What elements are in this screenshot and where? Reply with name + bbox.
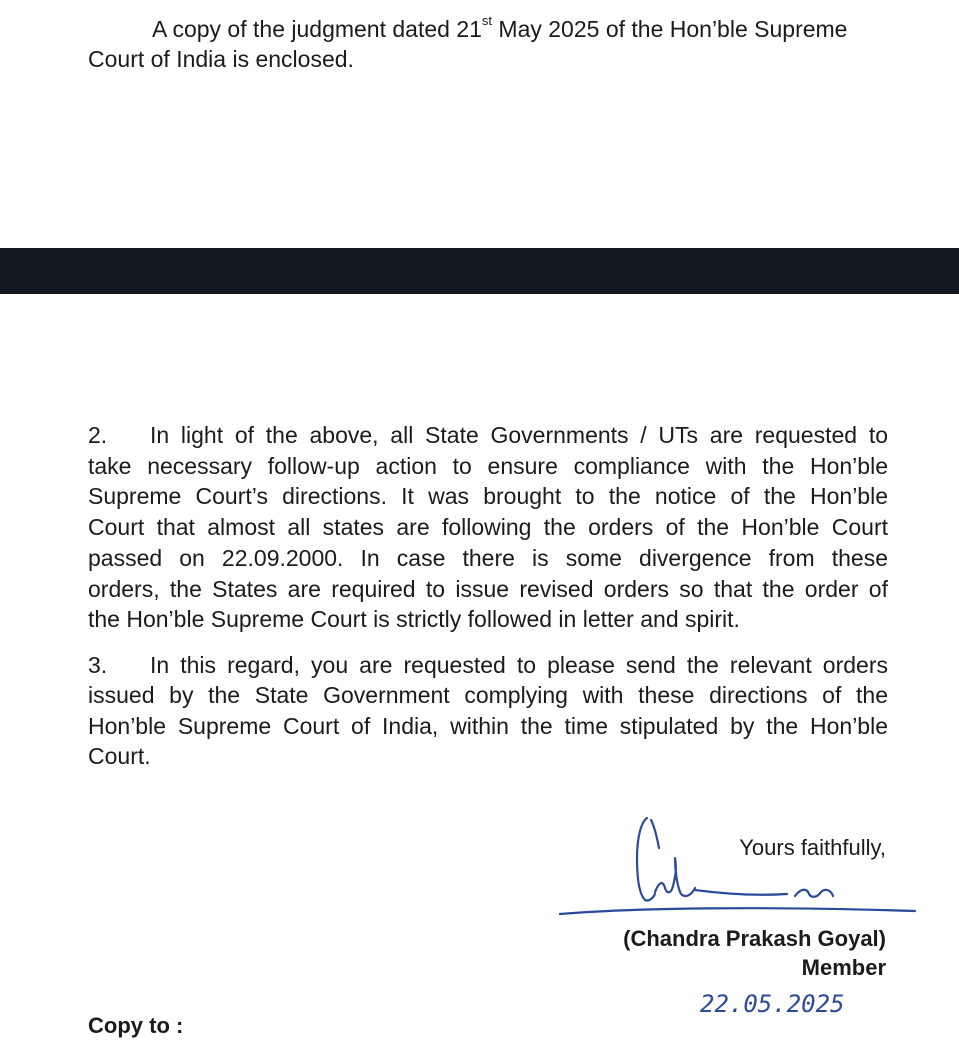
para2-line-2: take necessary follow-up action to ensure compliance with the Hon’ble: [88, 453, 888, 479]
intro-line-1-end: May 2025 of the Hon’ble Supreme: [492, 16, 848, 42]
para2-line-5: passed on 22.09.2000. In case there is some divergence from these: [88, 545, 888, 571]
handwritten-date: [700, 985, 900, 1020]
para2-line-1-text: In light of the above, all State Governments / UTs are requested to: [150, 422, 888, 448]
intro-line-2: Court of India is enclosed.: [88, 46, 354, 72]
para2-line-7: the Hon’ble Supreme Court is strictly followed in letter and spirit.: [88, 606, 740, 632]
copy-to-heading: Copy to :: [88, 1013, 184, 1038]
para2-line-3: Supreme Court’s directions. It was brought to the notice of the Hon’ble: [88, 483, 888, 509]
para3-line-1-text: In this regard, you are requested to please send the relevant orders: [150, 652, 888, 678]
signatory-designation: Member: [801, 955, 886, 980]
para2-line-1: [88, 420, 888, 450]
salutation: Yours faithfully,: [739, 835, 886, 860]
signatory-name: (Chandra Prakash Goyal): [623, 926, 886, 951]
para2-line-6: orders, the States are required to issue revised orders so that the order of: [88, 576, 888, 602]
para3-line-3: Hon’ble Supreme Court of India, within the time stipulated by the Hon’ble: [88, 713, 888, 739]
intro-superscript: st: [481, 13, 493, 29]
para2-number: 2.: [88, 422, 108, 448]
para3-line-2: issued by the State Government complying with these directions of the: [88, 682, 888, 708]
intro-line-1: [152, 14, 892, 44]
para2-line-4: Court that almost all states are following the orders of the Hon’ble Court: [88, 514, 888, 540]
redaction-band: [0, 248, 959, 294]
handwritten-date-text: 22.05.2025: [700, 990, 845, 1018]
intro-line-1-start: A copy of the judgment dated 21: [152, 16, 482, 42]
para3-line-1: [88, 650, 888, 680]
signature: [555, 808, 920, 920]
para3-line-4: Court.: [88, 743, 151, 769]
para3-number: 3.: [88, 652, 108, 678]
